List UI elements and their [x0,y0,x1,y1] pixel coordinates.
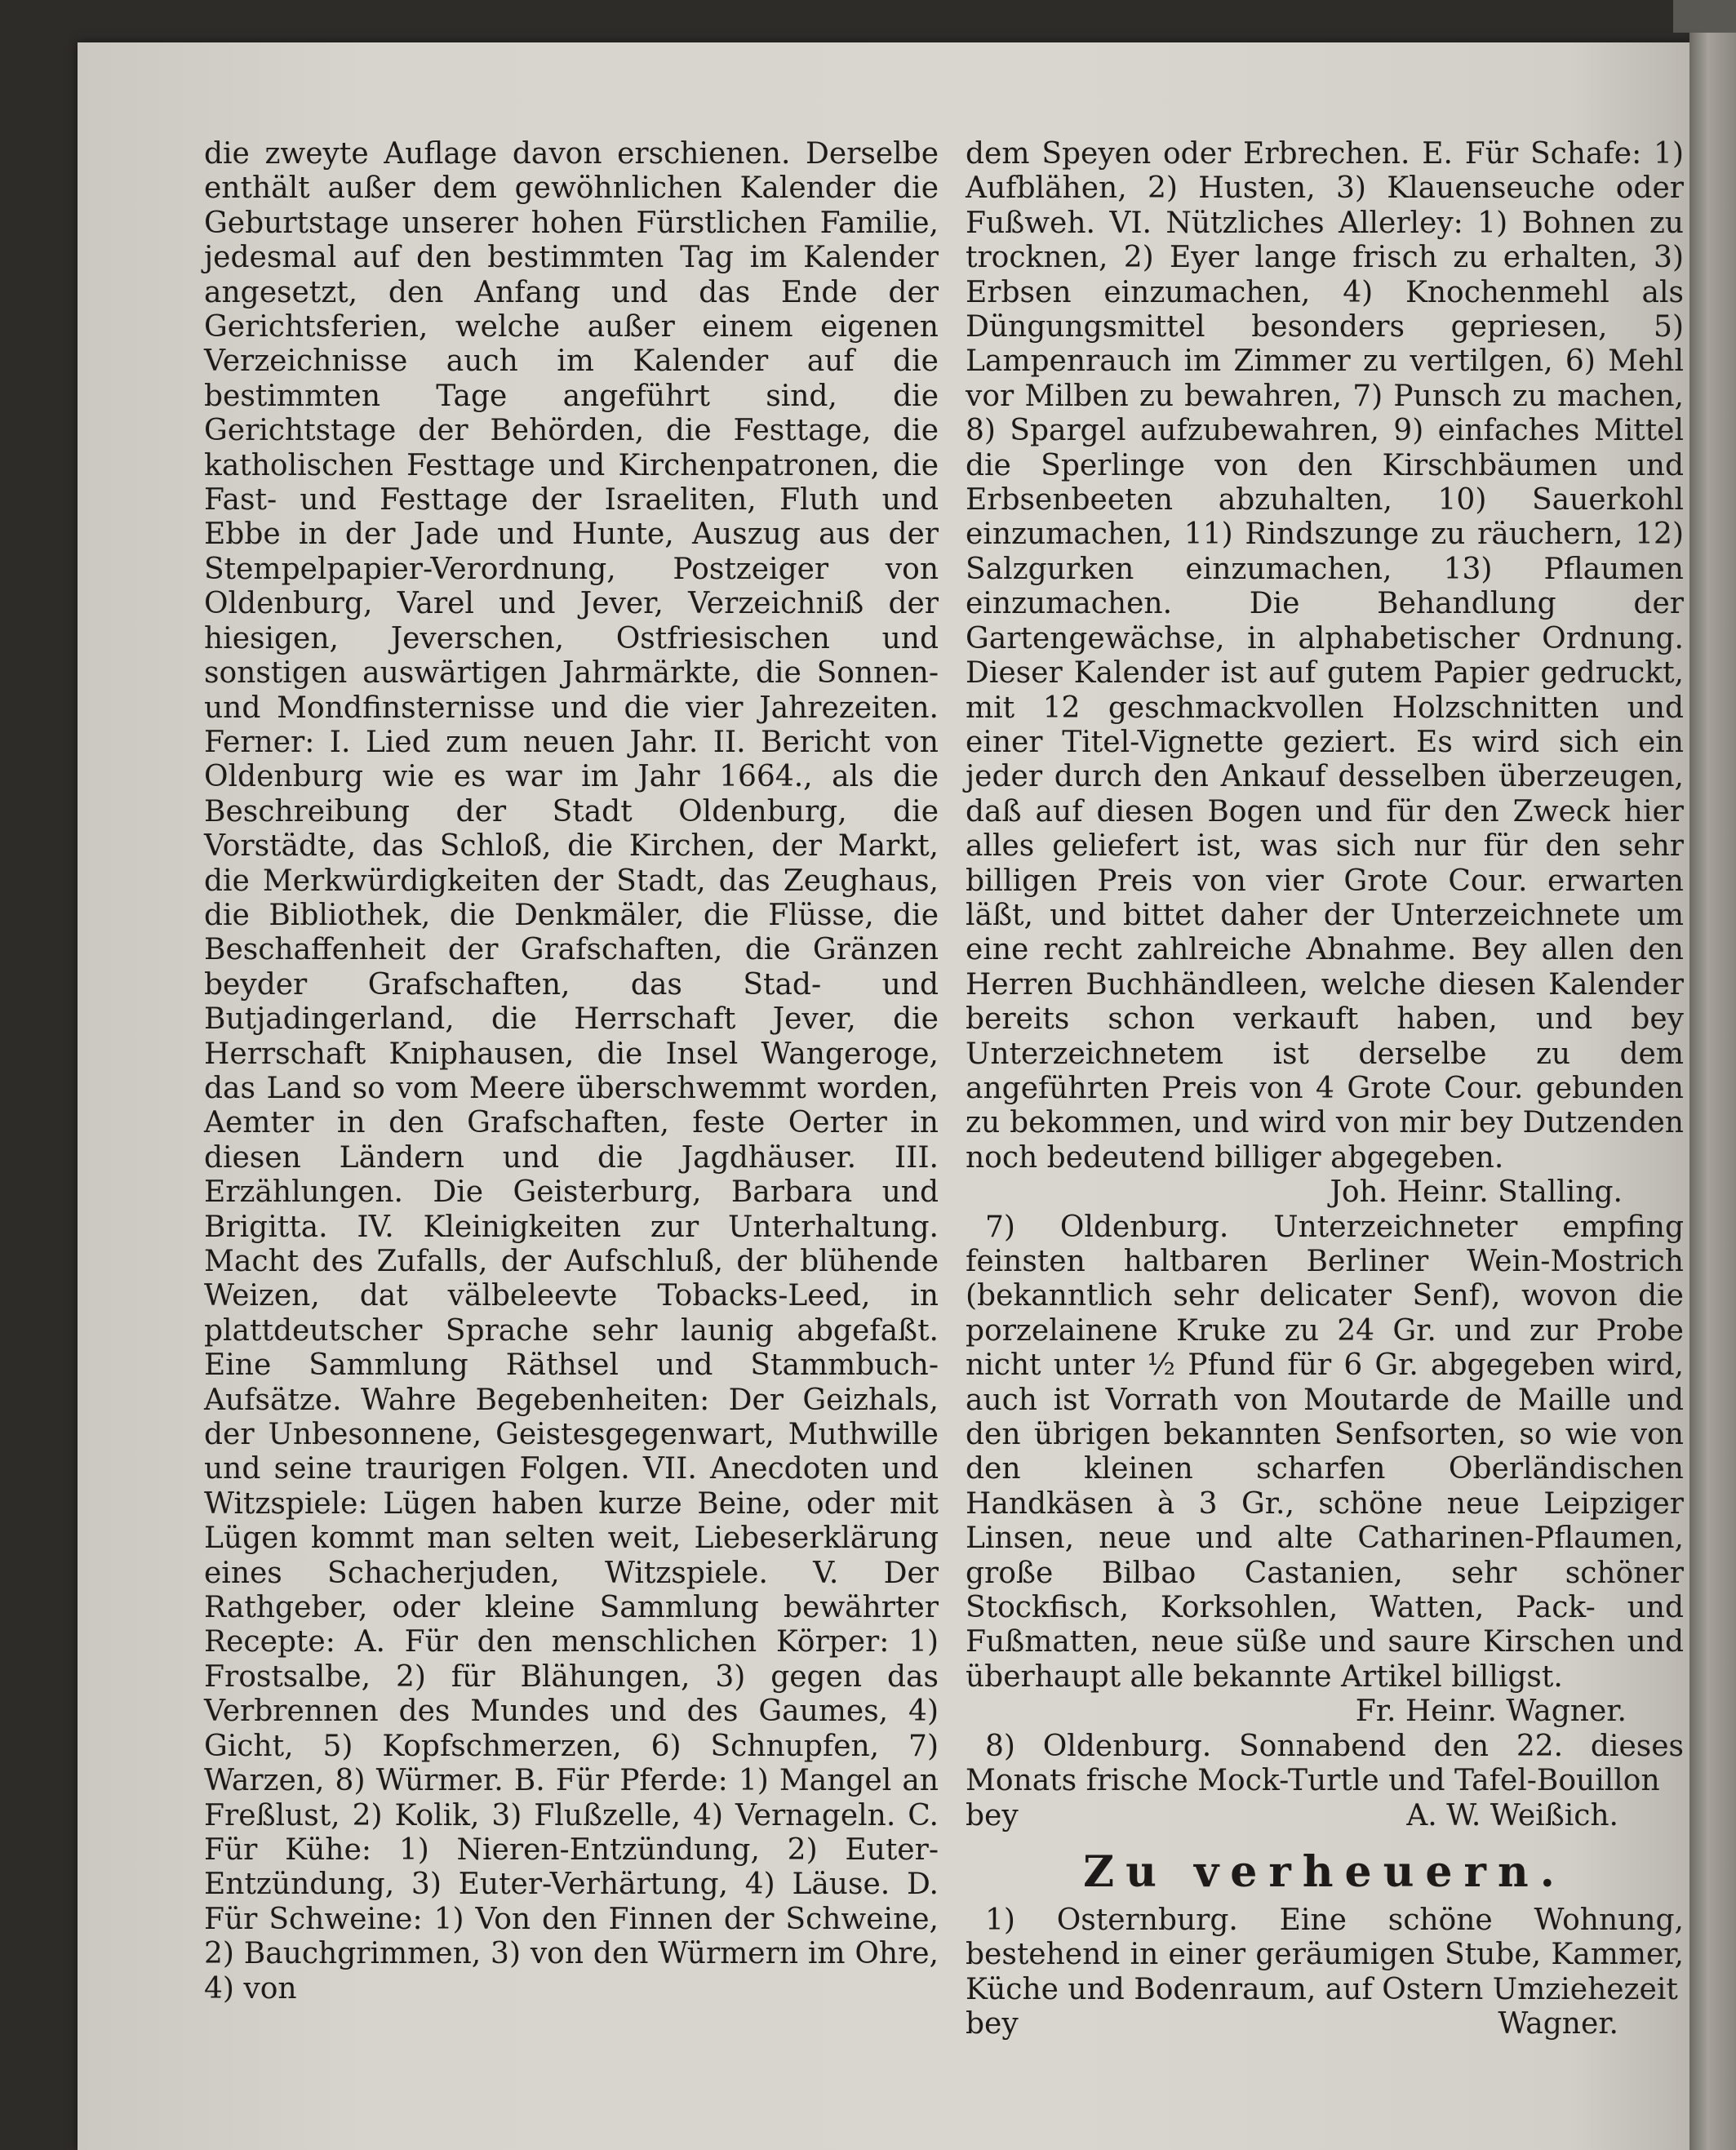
rental-notice-1: 1) Osternburg. Eine schöne Wohnung, bestehend in einer geräumigen Stube, Kammer, Küche und Bodenraum, auf Ostern Umziehezeit [966,1903,1684,2006]
advertisement-7: 7) Oldenburg. Unterzeichneter empfing feinsten haltbaren Berliner Wein-Mostrich (bekanntlich sehr delicater Senf), wovon die porzelainene Kruke zu 24 Gr. und zur Probe nicht unter ½ Pfund für 6 Gr. abgegeben wird, auch ist Vorrath von Moutarde de Maille und den übrigen bekannten Senfsorten, so wie von den kleinen scharfen Oberländischen Handkäsen à 3 Gr., schöne neue Leipziger Linsen, neue und alte Catharinen-Pflaumen, große Bilbao Castanien, sehr schöner Stockfisch, Korksohlen, Watten, Pack- und Fußmatten, neue süße und saure Kirschen und überhaupt alle bekannte Artikel billigst. [966,1210,1684,1694]
rental-notice-signature-line [966,2007,1684,2041]
bey-word: bey [966,2007,1019,2041]
advertisement-8: 8) Oldenburg. Sonnabend den 22. dieses Monats frische Mock-Turtle und Tafel-Bouillon [966,1729,1684,1798]
signature-weissich: A. W. Weißich. [1406,1798,1618,1832]
signature-stalling: Joh. Heinr. Stalling. [1330,1175,1623,1210]
scan-corner [1673,0,1736,33]
section-heading-zu-verheuern: Zu verheuern. [1083,1846,1566,1897]
signature-wagner-2: Wagner. [1498,2007,1618,2041]
calendar-description-continued: dem Speyen oder Erbrechen. E. Für Schafe: 1) Aufblähen, 2) Husten, 3) Klauenseuche oder Fußweh. VI. Nützliches Allerley: 1) Bohnen zu trocknen, 2) Eyer lange frisch zu erhalten, 3) Erbsen einzumachen, 4) Knochenmehl als Düngungsmittel besonders gepriesen, 5) Lampenrauch im Zimmer zu vertilgen, 6) Mehl vor Milben zu bewahren, 7) Punsch zu machen, 8) Spargel aufzubewahren, 9) einfaches Mittel die Sperlinge von den Kirschbäumen und Erbsenbeeten abzuhalten, 10) Sauerkohl einzumachen, 11) Rindszunge zu räuchern, 12) Salzgurken einzumachen, 13) Pflaumen einzumachen. Die Behandlung der Gartengewächse, in alphabetischer Ordnung. Dieser Kalender ist auf gutem Papier gedruckt, mit 12 geschmackvollen Holzschnitten und einer Titel-Vignette geziert. Es wird sich ein jeder durch den Ankauf desselben überzeugen, daß auf diesen Bogen und für den Zweck hier alles geliefert ist, was sich nur für den sehr billigen Preis von vier Grote Cour. erwarten läßt, und bittet daher der Unterzeichnete um eine recht zahlreiche Abnahme. Bey allen den Herren Buchhändleen, welche diesen Kalender bereits schon verkauft haben, und bey Unterzeichnetem ist derselbe zu dem angeführten Preis von 4 Grote Cour. gebunden zu bekommen, und wird von mir bey Dutzenden noch bedeutend billiger abgegeben. [966,137,1684,1175]
bey-word: bey [966,1798,1019,1832]
calendar-description: die zweyte Auflage davon erschienen. Derselbe enthält außer dem gewöhnlichen Kalender die Geburtstage unserer hohen Fürstlichen Familie, jedesmal auf den bestimmten Tag im Kalender angesetzt, den Anfang und das Ende der Gerichtsferien, welche außer einem eigenen Verzeichnisse auch im Kalender auf die bestimmten Tage angeführt sind, die Gerichtstage der Behörden, die Festtage, die katholischen Festtage und Kirchenpatronen, die Fast- und Festtage der Israeliten, Fluth und Ebbe in der Jade und Hunte, Auszug aus der Stempelpapier-Verordnung, Postzeiger von Oldenburg, Varel und Jever, Verzeichniß der hiesigen, Jeverschen, Ostfriesischen und sonstigen auswärtigen Jahrmärkte, die Sonnen- und Mondfinsternisse und die vier Jahrezeiten. Ferner: I. Lied zum neuen Jahr. II. Bericht von Oldenburg wie es war im Jahr 1664., als die Beschreibung der Stadt Oldenburg, die Vorstädte, das Schloß, die Kirchen, der Markt, die Merkwürdigkeiten der Stadt, das Zeughaus, die Bibliothek, die Denkmäler, die Flüsse, die Beschaffenheit der Grafschaften, die Gränzen beyder Grafschaften, das Stad- und Butjadingerland, die Herrschaft Jever, die Herrschaft Kniphausen, die Insel Wangeroge, das Land so vom Meere überschwemmt worden, Aemter in den Grafschaften, feste Oerter in diesen Ländern und die Jagdhäuser. III. Erzählungen. Die Geisterburg, Barbara und Brigitta. IV. Kleinigkeiten zur Unterhaltung. Macht des Zufalls, der Aufschluß, der blühende Weizen, dat välbeleevte Tobacks-Leed, in plattdeutscher Sprache sehr launig abgefaßt. Eine Sammlung Räthsel und Stammbuch-Aufsätze. Wahre Begebenheiten: Der Geizhals, der Unbesonnene, Geistesgegenwart, Muthwille und seine traurigen Folgen. VII. Anecdoten und Witzspiele: Lügen haben kurze Beine, oder mit Lügen kommt man selten weit, Liebeserklärung eines Schacherjuden, Witzspiele. V. Der Rathgeber, oder kleine Sammlung bewährter Recepte: A. Für den menschlichen Körper: 1) Frostsalbe, 2) für Blähungen, 3) gegen das Verbrennen des Mundes und des Gaumes, 4) Gicht, 5) Kopfschmerzen, 6) Schnupfen, 7) Warzen, 8) Würmer. B. Für Pferde: 1) Mangel an Freßlust, 2) Kolik, 3) Flußzelle, 4) Vernageln. C. Für Kühe: 1) Nieren-Entzündung, 2) Euter-Entzündung, 3) Euter-Verhärtung, 4) Läuse. D. Für Schweine: 1) Von den Finnen der Schweine, 2) Bauchgrimmen, 3) von den Würmern im Ohre, 4) von [204,137,939,2006]
right-column [966,137,1684,2042]
page-gutter [1689,33,1736,2150]
left-column [204,137,939,2006]
advertisement-8-signature-line [966,1799,1684,1833]
signature-wagner: Fr. Heinr. Wagner. [1355,1695,1627,1729]
